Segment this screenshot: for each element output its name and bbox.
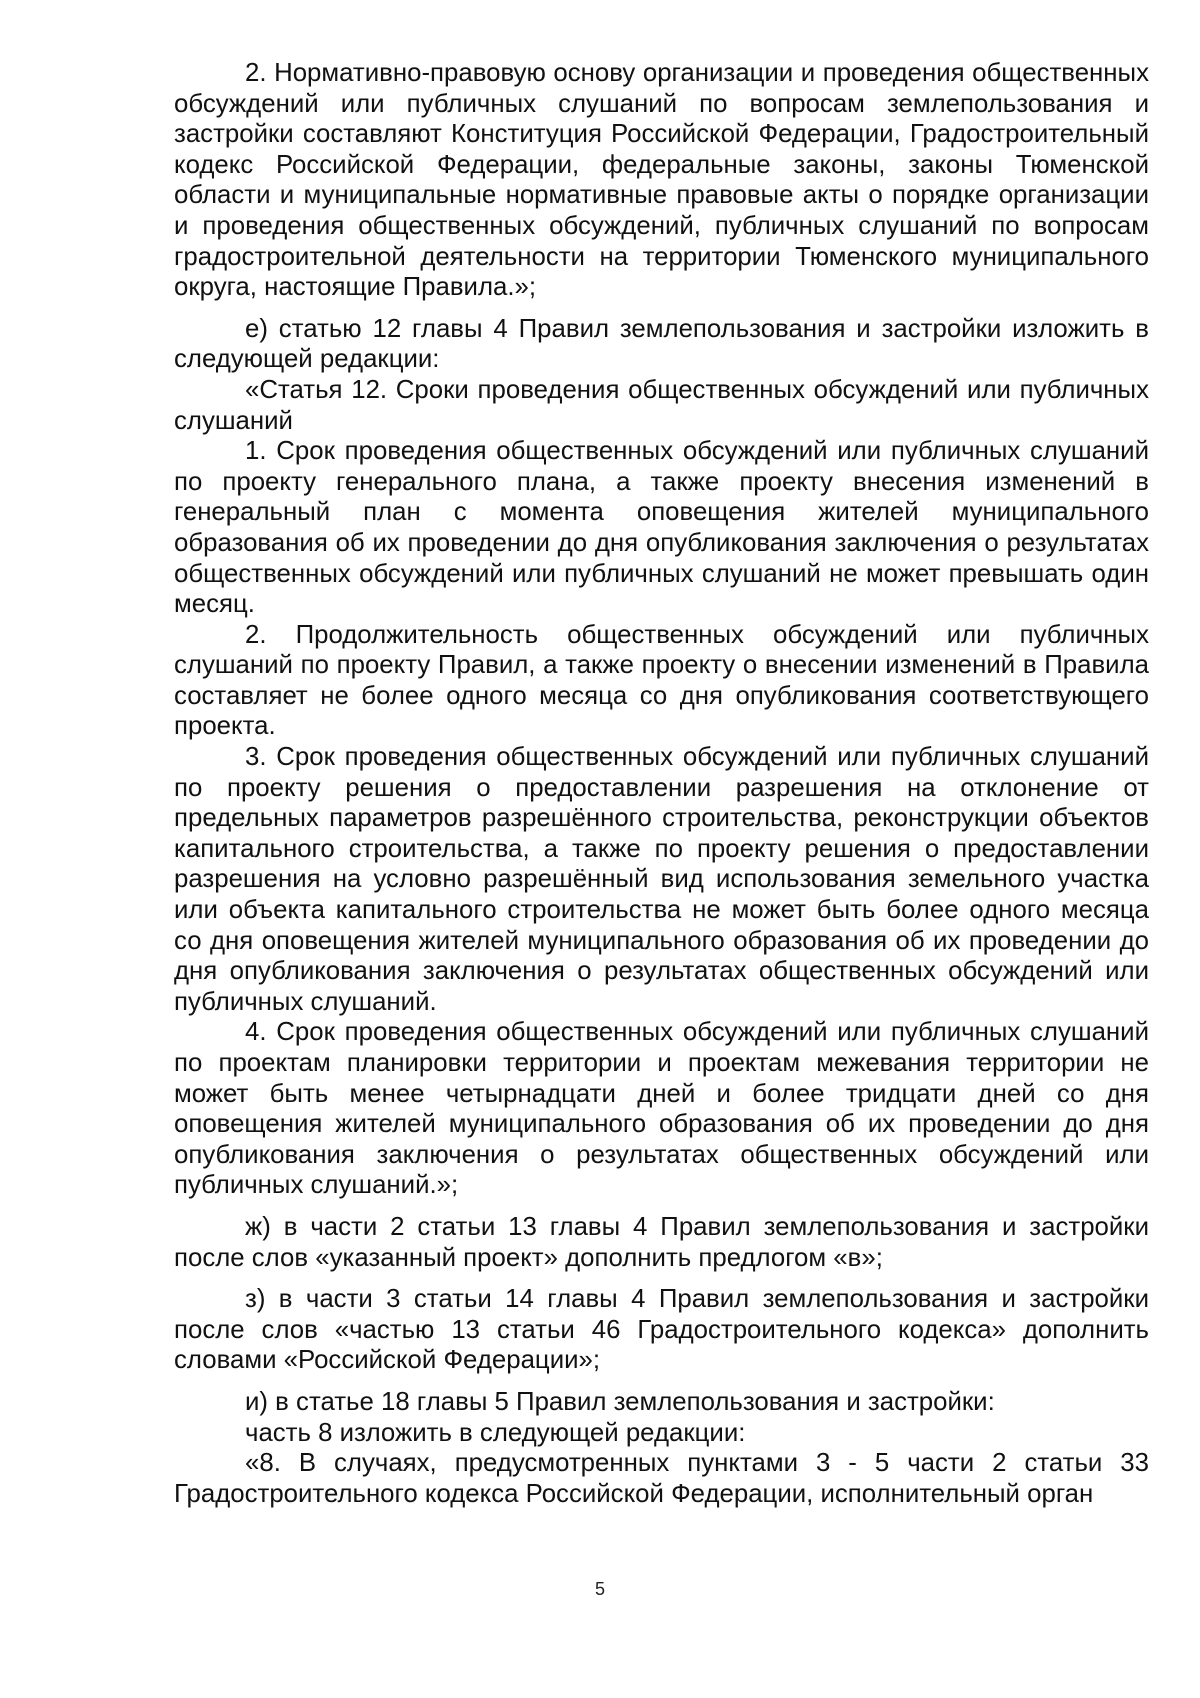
paragraph-article-12-item-4: 4. Срок проведения общественных обсуждений или публичных слушаний по проектам планировки территории и проектам межевания территории не может быть менее четырнадцати дней и более тридцати дней со дня оповещения жителей муниципального образования об их проведении до дня опубликования заключения о результатах общественных обсуждений или публичных слушаний.»; (174, 1018, 1149, 1200)
page-number: 5 (594, 1579, 605, 1599)
paragraph-amend-article-13: ж) в части 2 статьи 13 главы 4 Правил землепользования и застройки после слов «указанный проект» дополнить предлогом «в»; (174, 1212, 1149, 1272)
paragraph-amend-article-12: е) статью 12 главы 4 Правил землепользования и застройки изложить в следующей редакции: (174, 314, 1149, 374)
document-body (174, 58, 1149, 1509)
paragraph-article-12-item-2: 2. Продолжительность общественных обсуждений или публичных слушаний по проекту Правил, а также проекту о внесении изменений в Правила составляет не более одного месяца со дня опубликования соответствующего проекта. (174, 620, 1149, 741)
paragraph-part-8-intro: часть 8 изложить в следующей редакции: (245, 1418, 746, 1447)
paragraph-article-12-item-1: 1. Срок проведения общественных обсуждений или публичных слушаний по проекту генерального плана, а также проекту внесения изменений в генеральный план с момента оповещения жителей муниципального образования об их проведении до дня опубликования заключения о результатах общественных обсуждений или публичных слушаний не может превышать один месяц. (174, 437, 1149, 619)
paragraph-legal-basis: 2. Нормативно-правовую основу организации и проведения общественных обсуждений или публичных слушаний по вопросам землепользования и застройки составляют Конституция Российской Федерации, Градостроительный кодекс Российской Федерации, федеральные законы, законы Тюменской области и муниципальные нормативные правовые акты о порядке организации и проведения общественных обсуждений, публичных слушаний по вопросам градостроительной деятельности на территории Тюменского муниципального округа, настоящие Правила.»; (174, 59, 1149, 302)
paragraph-part-8-text: «8. В случаях, предусмотренных пунктами 3 - 5 части 2 статьи 33 Градостроительного кодекса Российской Федерации, исполнительный орган (174, 1449, 1149, 1508)
paragraph-article-12-title: «Статья 12. Сроки проведения общественных обсуждений или публичных слушаний (174, 375, 1149, 435)
paragraph-amend-article-18: и) в статье 18 главы 5 Правил землепользования и застройки: (245, 1387, 995, 1416)
paragraph-article-12-item-3: 3. Срок проведения общественных обсуждений или публичных слушаний по проекту решения о предоставлении разрешения на отклонение от предельных параметров разрешённого строительства, реконструкции объектов капитального строительства, а также по проекту решения о предоставлении разрешения на условно разрешённый вид использования земельного участка или объекта капитального строительства не может быть более одного месяца со дня оповещения жителей муниципального образования об их проведении до дня опубликования заключения о результатах общественных обсуждений или публичных слушаний. (174, 743, 1149, 1016)
paragraph-amend-article-14: з) в части 3 статьи 14 главы 4 Правил землепользования и застройки после слов «частью 13 статьи 46 Градостроительного кодекса» дополнить словами «Российской Федерации»; (174, 1285, 1149, 1375)
